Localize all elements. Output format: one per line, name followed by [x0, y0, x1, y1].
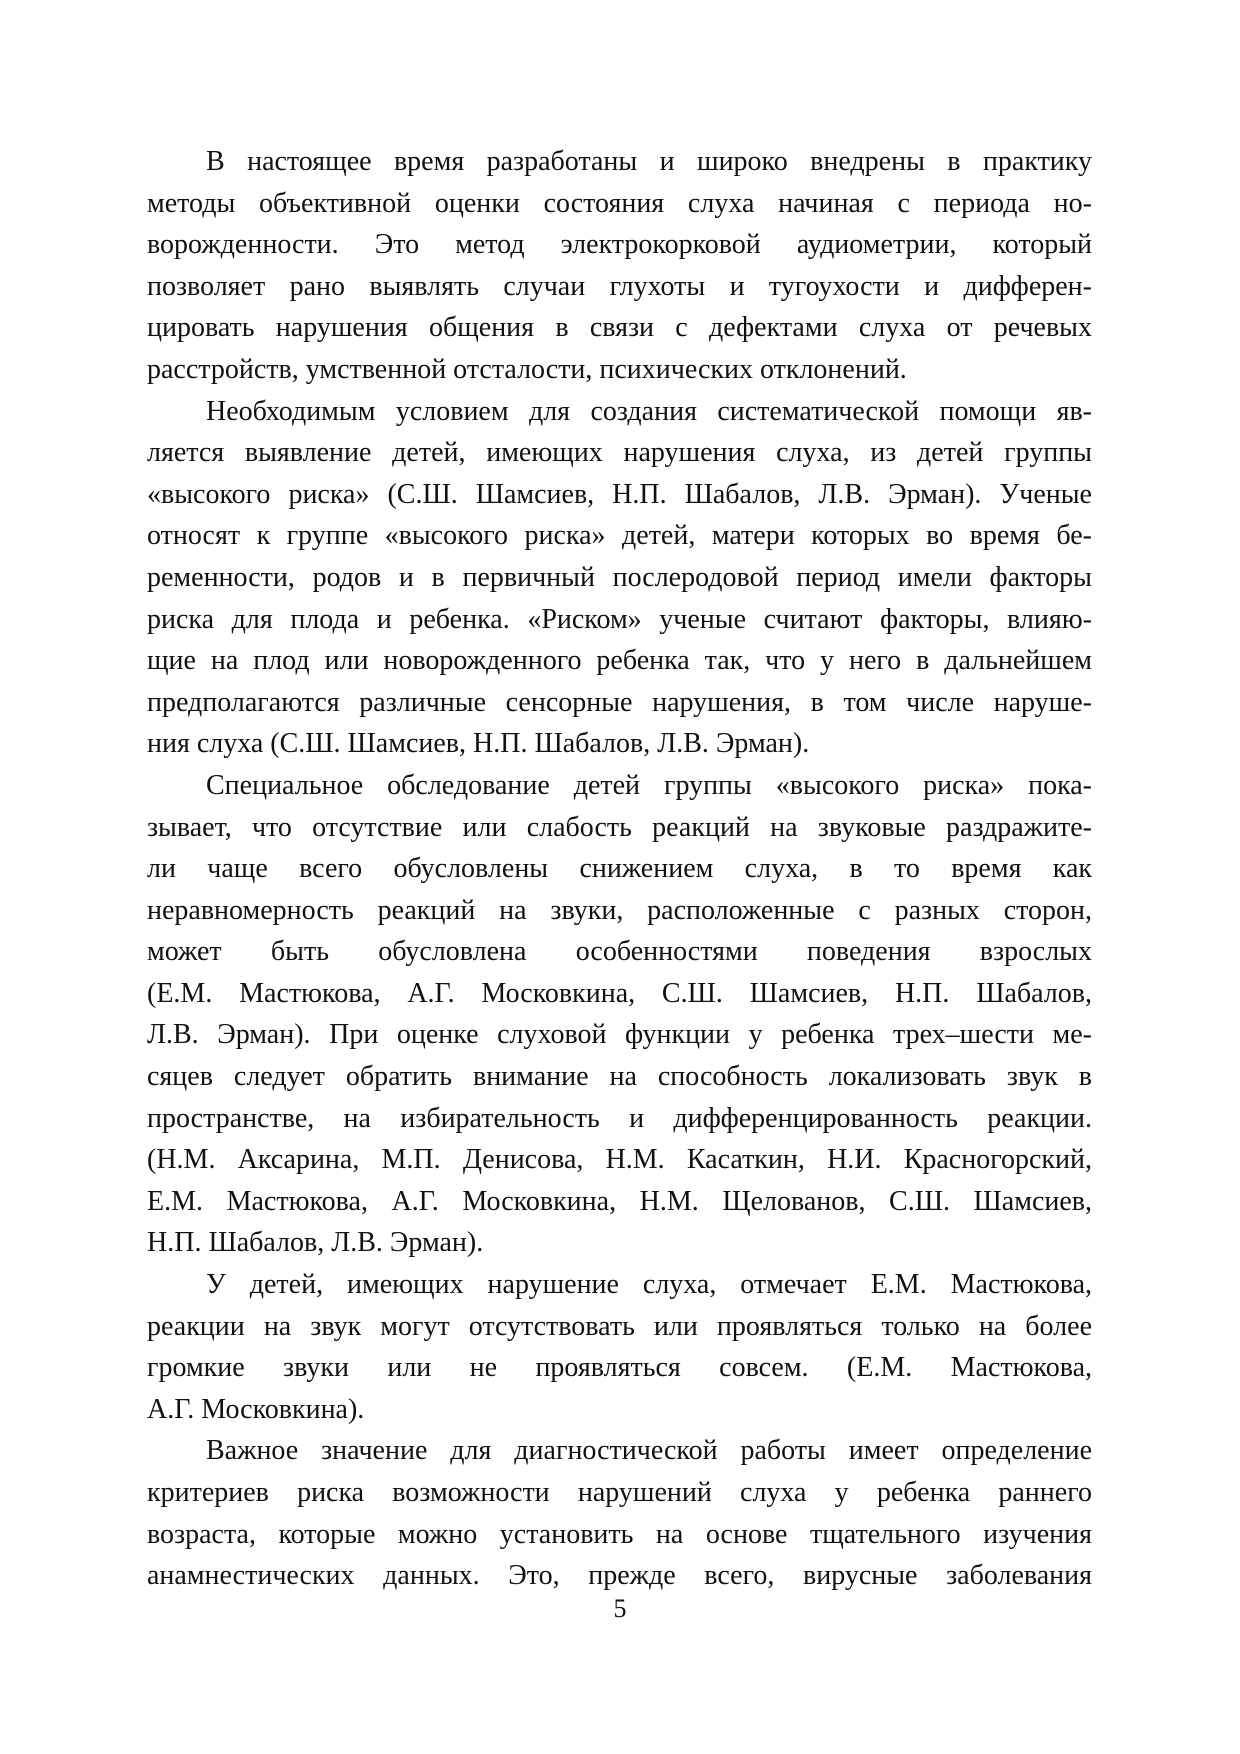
text-line: возраста, которые можно установить на основе тщательного изучения — [147, 1518, 1092, 1550]
text-line: сяцев следует обратить внимание на способность локализовать звук в — [147, 1061, 1092, 1093]
text-line: Важное значение для диагностической работы имеет определение — [206, 1435, 1092, 1467]
text-line: Л.В. Эрман). При оценке слуховой функции у ребенка трех–шести ме- — [147, 1019, 1092, 1051]
text-line: «высокого риска» (С.Ш. Шамсиев, Н.П. Шабалов, Л.В. Эрман). Ученые — [147, 478, 1092, 510]
text-line: У детей, имеющих нарушение слуха, отмечает Е.М. Мастюкова, — [206, 1269, 1092, 1301]
text-line: ли чаще всего обусловлены снижением слуха, в то время как — [147, 853, 1092, 885]
text-line: В настоящее время разработаны и широко внедрены в практику — [206, 146, 1092, 177]
body-text — [147, 141, 1092, 1597]
text-line: пространстве, на избирательность и дифференцированность реакции. — [147, 1102, 1092, 1134]
text-line: риска для плода и ребенка. «Риском» ученые считают факторы, влияю- — [147, 603, 1092, 635]
text-line: позволяет рано выявлять случаи глухоты и тугоухости и дифферен- — [147, 270, 1092, 302]
text-line: зывает, что отсутствие или слабость реакций на звуковые раздражите- — [147, 811, 1092, 843]
text-line: (Н.М. Аксарина, М.П. Денисова, Н.М. Касаткин, Н.И. Красногорский, — [147, 1144, 1092, 1176]
text-line: А.Г. Московкина). — [147, 1393, 365, 1425]
page-number: 5 — [613, 1594, 627, 1623]
text-line: ния слуха (С.Ш. Шамсиев, Н.П. Шабалов, Л.В. Эрман). — [147, 728, 810, 760]
text-line: критериев риска возможности нарушений слуха у ребенка раннего — [147, 1477, 1092, 1508]
text-line: неравномерность реакций на звуки, расположенные с разных сторон, — [147, 894, 1092, 926]
text-line: анамнестических данных. Это, прежде всего, вирусные заболевания — [147, 1560, 1092, 1592]
text-line: громкие звуки или не проявляться совсем. (Е.М. Мастюкова, — [147, 1352, 1092, 1384]
text-line: методы объективной оценки состояния слуха начиная с периода но- — [147, 187, 1092, 219]
text-line: ременности, родов и в первичный послеродовой период имели факторы — [147, 561, 1092, 593]
text-line: (Е.М. Мастюкова, А.Г. Московкина, С.Ш. Шамсиев, Н.П. Шабалов, — [147, 977, 1092, 1009]
text-line: относят к группе «высокого риска» детей, матери которых во время бе- — [147, 520, 1092, 552]
text-line: может быть обусловлена особенностями поведения взрослых — [147, 936, 1092, 968]
text-line: ворожденности. Это метод электрокорковой аудиометрии, который — [147, 229, 1092, 261]
text-line: расстройств, умственной отсталости, психических отклонений. — [147, 353, 907, 385]
text-line: ляется выявление детей, имеющих нарушения слуха, из детей группы — [147, 437, 1092, 469]
text-line: щие на плод или новорожденного ребенка так, что у него в дальнейшем — [147, 645, 1092, 677]
text-line: Необходимым условием для создания систематической помощи яв- — [206, 395, 1092, 427]
text-line: реакции на звук могут отсутствовать или проявляться только на более — [147, 1310, 1092, 1342]
text-line: Н.П. Шабалов, Л.В. Эрман). — [147, 1227, 484, 1259]
text-line: цировать нарушения общения в связи с дефектами слуха от речевых — [147, 312, 1092, 344]
text-line: предполагаются различные сенсорные нарушения, в том числе наруше- — [147, 686, 1092, 718]
text-line: Е.М. Мастюкова, А.Г. Московкина, Н.М. Щелованов, С.Ш. Шамсиев, — [147, 1185, 1092, 1217]
text-line: Специальное обследование детей группы «высокого риска» пока- — [206, 769, 1092, 801]
